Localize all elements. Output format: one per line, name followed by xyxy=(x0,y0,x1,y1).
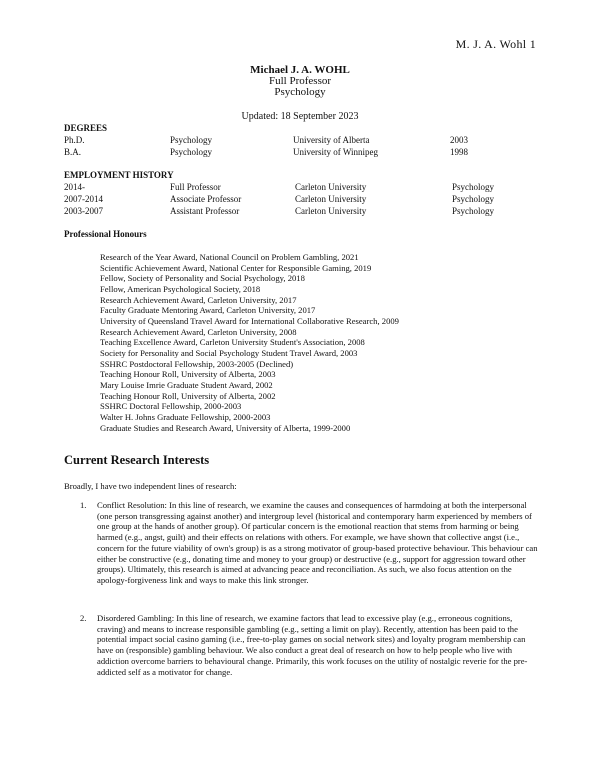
research-item-text: Conflict Resolution: In this line of research, we examine the causes and consequences of harmdoing at both the interpersonal (one person transgressing against another) and intergroup level (historical and contemporary harm experienced by members of one group at the hands of another group). Of particular concern is the emotional reaction that stems from harming or being harmed (e.g., angst, guilt) and their effects on relations with others. For example, we have shown that collective angst (i.e., concern for the future viability of own's group) is as a strong motivator of group-based protective behaviour. This behaviour can either be constructive (e.g., donating time and money to your group) or destructive (e.g., support for aggression toward other groups). Ultimately, this research is aimed at advancing peace and reconciliation. As such, we also focus attention on the apology-forgiveness link and ways to make this link stronger. xyxy=(97,500,538,585)
degree-name: B.A. xyxy=(64,147,82,157)
honour-item: SSHRC Postdoctoral Fellowship, 2003-2005 (Declined) xyxy=(100,358,294,369)
degrees-heading: DEGREES xyxy=(64,123,108,133)
honour-item: Teaching Honour Roll, University of Alberta, 2002 xyxy=(100,390,276,401)
employment-years: 2007-2014 xyxy=(64,194,103,204)
employment-row xyxy=(0,182,600,194)
honour-item: Research Achievement Award, Carleton University, 2017 xyxy=(100,294,297,305)
employment-years: 2014- xyxy=(64,182,85,192)
employment-years: 2003-2007 xyxy=(64,206,103,216)
research-heading: Current Research Interests xyxy=(64,453,210,467)
degree-row xyxy=(0,147,600,159)
honour-item: SSHRC Doctoral Fellowship, 2000-2003 xyxy=(100,401,242,412)
honour-item: Walter H. Johns Graduate Fellowship, 2000-2003 xyxy=(100,411,271,422)
employment-department: Psychology xyxy=(452,194,495,204)
employment-institution: Carleton University xyxy=(295,206,367,216)
degree-institution: University of Alberta xyxy=(293,135,370,145)
author-name: Michael J. A. WOHL xyxy=(250,64,350,76)
updated-date: Updated: 18 September 2023 xyxy=(241,111,359,122)
honour-item: Teaching Honour Roll, University of Alberta, 2003 xyxy=(100,369,276,380)
research-item-number: 2. xyxy=(80,613,87,623)
employment-position: Assistant Professor xyxy=(170,206,240,216)
honour-item: Research Achievement Award, Carleton University, 2008 xyxy=(100,326,297,337)
honour-item: University of Queensland Travel Award for International Collaborative Research, 2009 xyxy=(100,315,399,326)
honour-item: Scientific Achievement Award, National Center for Responsible Gaming, 2019 xyxy=(100,262,372,273)
employment-heading: EMPLOYMENT HISTORY xyxy=(64,170,174,180)
employment-institution: Carleton University xyxy=(295,194,367,204)
department: Psychology xyxy=(274,86,326,98)
academic-rank: Full Professor xyxy=(268,75,332,87)
honours-list xyxy=(100,252,399,433)
honour-item: Fellow, Society of Personality and Social Psychology, 2018 xyxy=(100,273,305,284)
honour-item: Society for Personality and Social Psychology Student Travel Award, 2003 xyxy=(100,347,358,358)
employment-department: Psychology xyxy=(452,206,495,216)
degree-field: Psychology xyxy=(170,147,213,157)
degree-year: 2003 xyxy=(450,135,468,145)
honours-heading: Professional Honours xyxy=(64,229,147,239)
honour-item: Fellow, American Psychological Society, 2018 xyxy=(100,283,261,294)
degree-institution: University of Winnipeg xyxy=(293,147,378,157)
research-intro: Broadly, I have two independent lines of research: xyxy=(64,481,237,491)
employment-position: Full Professor xyxy=(170,182,221,192)
employment-row xyxy=(0,206,600,218)
degree-row xyxy=(0,135,600,147)
employment-department: Psychology xyxy=(452,182,495,192)
employment-institution: Carleton University xyxy=(295,182,367,192)
honour-item: Faculty Graduate Mentoring Award, Carleton University, 2017 xyxy=(100,305,316,316)
employment-position: Associate Professor xyxy=(170,194,242,204)
employment-row xyxy=(0,194,600,206)
honour-item: Mary Louise Imrie Graduate Student Award, 2002 xyxy=(100,379,273,390)
degree-field: Psychology xyxy=(170,135,213,145)
honour-item: Teaching Excellence Award, Carleton University Student's Association, 2008 xyxy=(100,337,365,348)
research-item-text: Disordered Gambling: In this line of research, we examine factors that lead to excessive play (e.g., erroneous cognitions, craving) and means to increase responsible gambling (e.g., setting a limit on play). Recently, attention has been paid to the potential impact social casino gaming (i.e., free-to-play games on social network sites) and loyalty program membership can have on (responsible) gambling behaviour. We also conduct a great deal of research on how to help people who live with addiction overcome barriers to behavioural change. Primarily, this work focuses on the utility of nostalgic reverie for the pre-addicted self as a motivator for change. xyxy=(97,613,528,677)
running-head: M. J. A. Wohl 1 xyxy=(455,37,536,51)
degree-year: 1998 xyxy=(450,147,468,157)
degree-name: Ph.D. xyxy=(64,135,85,145)
honour-item: Graduate Studies and Research Award, University of Alberta, 1999-2000 xyxy=(100,422,351,433)
research-item-number: 1. xyxy=(80,500,87,510)
honour-item: Research of the Year Award, National Council on Problem Gambling, 2021 xyxy=(100,252,359,262)
